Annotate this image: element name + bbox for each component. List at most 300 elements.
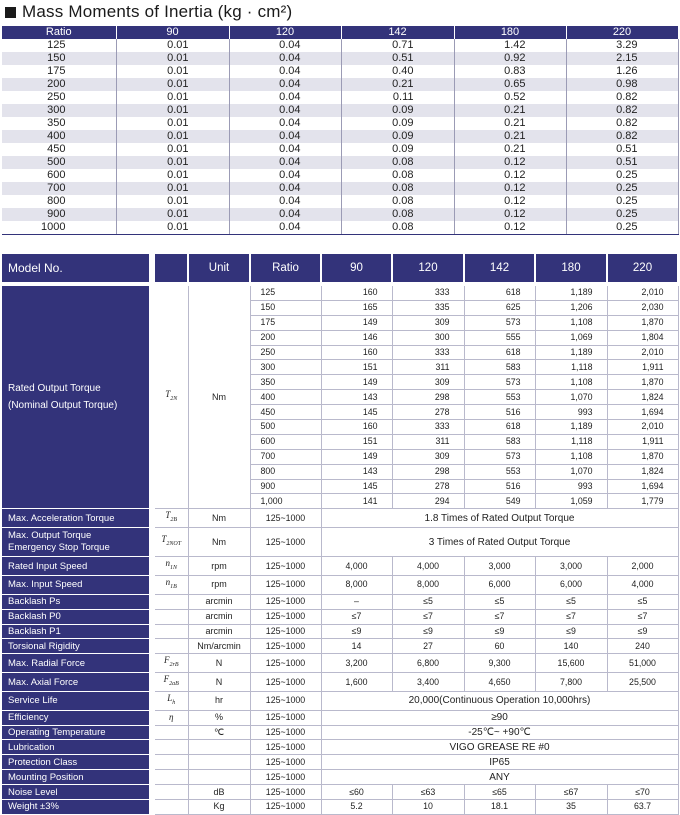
torque-value-cell: 573	[464, 449, 535, 464]
inertia-value-cell: 0.04	[229, 52, 341, 65]
spec-row-label: Max. Axial Force	[2, 673, 152, 692]
spec-span-value: IP65	[321, 755, 678, 770]
spec-span-row-ratio: 125~1000	[250, 770, 321, 785]
inertia-value-cell: 0.08	[341, 156, 454, 169]
inertia-value-cell: 0.21	[341, 78, 454, 91]
inertia-value-cell: 1.26	[566, 65, 678, 78]
torque-value-cell: 549	[464, 494, 535, 509]
inertia-value-cell: 0.08	[341, 169, 454, 182]
spec-value-cell: ≤9	[464, 624, 535, 639]
spec-value-cell: ≤5	[392, 594, 464, 609]
inertia-value-cell: 0.04	[229, 78, 341, 91]
spec-span-row-symbol: η	[152, 710, 188, 725]
spec-value-cell: ≤9	[392, 624, 464, 639]
torque-value-cell: 1,118	[535, 360, 607, 375]
torque-value-cell: 333	[392, 420, 464, 435]
torque-value-cell: 149	[321, 449, 392, 464]
inertia-value-cell: 0.01	[116, 156, 229, 169]
inertia-value-cell: 0.52	[454, 91, 566, 104]
spec-row-ratio: 125~1000	[250, 609, 321, 624]
inertia-value-cell: 0.12	[454, 169, 566, 182]
inertia-row	[2, 208, 678, 221]
spec-span-row-ratio: 125~1000	[250, 755, 321, 770]
inertia-row	[2, 104, 678, 117]
torque-value-cell: 165	[321, 300, 392, 315]
spec-value-cell: ≤70	[607, 785, 678, 800]
spec-row	[2, 785, 678, 800]
torque-value-cell: 333	[392, 345, 464, 360]
torque-value-cell: 553	[464, 390, 535, 405]
torque-value-cell: 516	[464, 479, 535, 494]
torque-value-cell: 145	[321, 479, 392, 494]
spec-row-label: Max. Radial Force	[2, 654, 152, 673]
torque-value-cell: 278	[392, 479, 464, 494]
torque-ratio-cell: 900	[250, 479, 321, 494]
inertia-value-cell: 0.04	[229, 130, 341, 143]
torque-value-cell: 1,694	[607, 405, 678, 420]
inertia-value-cell: 0.51	[566, 143, 678, 156]
spec-value-cell: 4,000	[607, 575, 678, 594]
torque-value-cell: 149	[321, 375, 392, 390]
emergency-row	[2, 528, 678, 557]
spec-row	[2, 639, 678, 654]
spec-value-cell: 35	[535, 800, 607, 815]
spec-row	[2, 575, 678, 594]
inertia-row	[2, 195, 678, 208]
spec-span-value: -25℃~ +90℃	[321, 725, 678, 740]
emergency-value: 3 Times of Rated Output Torque	[321, 528, 678, 557]
torque-ratio-cell: 1,000	[250, 494, 321, 509]
torque-value-cell: 1,108	[535, 375, 607, 390]
torque-value-cell: 309	[392, 315, 464, 330]
spec-row-ratio: 125~1000	[250, 785, 321, 800]
spec-row-symbol	[152, 594, 188, 609]
inertia-value-cell: 0.04	[229, 104, 341, 117]
spec-span-row-unit: hr	[188, 691, 250, 710]
spec-value-cell: 8,000	[392, 575, 464, 594]
max-accel-row-unit: Nm	[188, 509, 250, 528]
inertia-value-cell: 0.09	[341, 130, 454, 143]
torque-value-cell: 143	[321, 390, 392, 405]
spec-span-row-symbol: $L_h$	[152, 691, 188, 710]
spec-value-cell: ≤65	[464, 785, 535, 800]
inertia-value-cell: 0.12	[454, 156, 566, 169]
spec-col-header: 180	[535, 254, 607, 282]
torque-ratio-cell: 125	[250, 286, 321, 300]
square-bullet-icon	[5, 7, 16, 18]
emergency-row-unit: Nm	[188, 528, 250, 557]
inertia-ratio-cell: 350	[2, 117, 116, 130]
inertia-value-cell: 0.01	[116, 52, 229, 65]
inertia-ratio-cell: 1000	[2, 221, 116, 235]
spec-span-row-unit: %	[188, 710, 250, 725]
spec-span-value: ANY	[321, 770, 678, 785]
inertia-row	[2, 39, 678, 52]
spec-span-row	[2, 770, 678, 785]
inertia-row	[2, 143, 678, 156]
spec-row-unit: Nm/arcmin	[188, 639, 250, 654]
torque-ratio-cell: 450	[250, 405, 321, 420]
spec-span-row-ratio: 125~1000	[250, 740, 321, 755]
spec-value-cell: 63.7	[607, 800, 678, 815]
torque-ratio-cell: 700	[250, 449, 321, 464]
spec-row-ratio: 125~1000	[250, 654, 321, 673]
spec-span-row-label: Mounting Position	[2, 770, 152, 785]
torque-value-cell: 1,870	[607, 315, 678, 330]
spec-row-symbol	[152, 639, 188, 654]
torque-value-cell: 309	[392, 449, 464, 464]
spec-row-label: Noise Level	[2, 785, 152, 800]
inertia-value-cell: 0.25	[566, 195, 678, 208]
torque-value-cell: 1,911	[607, 434, 678, 449]
torque-value-cell: 145	[321, 405, 392, 420]
spec-value-cell: 1,600	[321, 673, 392, 692]
spec-row-label: Torsional Rigidity	[2, 639, 152, 654]
torque-value-cell: 151	[321, 360, 392, 375]
inertia-value-cell: 0.04	[229, 143, 341, 156]
spec-span-row-label: Protection Class	[2, 755, 152, 770]
torque-label-line1: Rated Output Torque	[8, 383, 101, 395]
spec-value-cell: 240	[607, 639, 678, 654]
spec-row-label: Backlash Ps	[2, 594, 152, 609]
inertia-value-cell: 2.15	[566, 52, 678, 65]
spec-span-row	[2, 755, 678, 770]
torque-ratio-cell: 250	[250, 345, 321, 360]
torque-value-cell: 1,870	[607, 375, 678, 390]
spec-value-cell: 10	[392, 800, 464, 815]
torque-value-cell: 1,118	[535, 434, 607, 449]
torque-ratio-cell: 150	[250, 300, 321, 315]
torque-value-cell: 298	[392, 464, 464, 479]
spec-value-cell: 51,000	[607, 654, 678, 673]
inertia-value-cell: 0.25	[566, 169, 678, 182]
spec-span-row-symbol	[152, 740, 188, 755]
spec-col-header: Ratio	[250, 254, 321, 282]
spec-value-cell: 3,200	[321, 654, 392, 673]
torque-value-cell: 146	[321, 330, 392, 345]
inertia-ratio-cell: 200	[2, 78, 116, 91]
inertia-value-cell: 0.82	[566, 130, 678, 143]
spec-value-cell: ≤7	[321, 609, 392, 624]
torque-value-cell: 555	[464, 330, 535, 345]
spec-span-row-symbol	[152, 755, 188, 770]
torque-unit: Nm	[188, 286, 250, 509]
spec-value-cell: 3,000	[535, 557, 607, 576]
inertia-value-cell: 0.04	[229, 39, 341, 52]
spec-value-cell: 27	[392, 639, 464, 654]
inertia-value-cell: 0.82	[566, 91, 678, 104]
inertia-row	[2, 130, 678, 143]
inertia-value-cell: 0.01	[116, 130, 229, 143]
spec-row-ratio: 125~1000	[250, 594, 321, 609]
inertia-value-cell: 0.09	[341, 117, 454, 130]
spec-row	[2, 673, 678, 692]
spec-value-cell: ≤7	[464, 609, 535, 624]
inertia-row	[2, 91, 678, 104]
torque-value-cell: 309	[392, 375, 464, 390]
page-title: Mass Moments of Inertia (kg · cm²)	[22, 2, 293, 21]
spec-span-row-unit	[188, 755, 250, 770]
spec-span-row-label: Lubrication	[2, 740, 152, 755]
spec-value-cell: ≤7	[535, 609, 607, 624]
spec-value-cell: 6,000	[535, 575, 607, 594]
inertia-value-cell: 0.04	[229, 182, 341, 195]
spec-row-symbol: $n_{1N}$	[152, 557, 188, 576]
spec-value-cell: 6,800	[392, 654, 464, 673]
inertia-ratio-cell: 900	[2, 208, 116, 221]
max-accel-row	[2, 509, 678, 528]
spec-value-cell: ≤63	[392, 785, 464, 800]
inertia-col-header: 142	[341, 26, 454, 39]
torque-value-cell: 160	[321, 345, 392, 360]
spec-header-row	[2, 254, 678, 282]
torque-value-cell: 1,824	[607, 390, 678, 405]
spec-span-value: 20,000(Continuous Operation 10,000hrs)	[321, 691, 678, 710]
torque-value-cell: 993	[535, 479, 607, 494]
spec-row-symbol	[152, 624, 188, 639]
spec-row-unit: dB	[188, 785, 250, 800]
spec-col-header: Unit	[188, 254, 250, 282]
torque-row	[2, 286, 678, 300]
torque-ratio-cell: 350	[250, 375, 321, 390]
inertia-ratio-cell: 175	[2, 65, 116, 78]
inertia-row	[2, 117, 678, 130]
spec-span-row	[2, 691, 678, 710]
inertia-row	[2, 78, 678, 91]
inertia-value-cell: 0.01	[116, 91, 229, 104]
spec-value-cell: ≤9	[535, 624, 607, 639]
torque-value-cell: 143	[321, 464, 392, 479]
torque-ratio-cell: 175	[250, 315, 321, 330]
spec-row-ratio: 125~1000	[250, 800, 321, 815]
spec-col-header: 120	[392, 254, 464, 282]
spec-row-unit: N	[188, 673, 250, 692]
torque-value-cell: 335	[392, 300, 464, 315]
spec-value-cell: ≤67	[535, 785, 607, 800]
inertia-ratio-cell: 600	[2, 169, 116, 182]
torque-value-cell: 2,010	[607, 420, 678, 435]
torque-value-cell: 516	[464, 405, 535, 420]
spec-value-cell: 9,300	[464, 654, 535, 673]
spec-value-cell: ≤7	[392, 609, 464, 624]
inertia-value-cell: 0.83	[454, 65, 566, 78]
spec-row-ratio: 125~1000	[250, 673, 321, 692]
spec-span-row-label: Service Life	[2, 691, 152, 710]
spec-value-cell: 4,000	[392, 557, 464, 576]
torque-value-cell: 618	[464, 286, 535, 300]
max-accel-row-ratio: 125~1000	[250, 509, 321, 528]
torque-value-cell: 151	[321, 434, 392, 449]
torque-value-cell: 1,824	[607, 464, 678, 479]
spec-row-label: Rated Input Speed	[2, 557, 152, 576]
inertia-value-cell: 0.01	[116, 39, 229, 52]
inertia-value-cell: 0.01	[116, 195, 229, 208]
spec-value-cell: 14	[321, 639, 392, 654]
torque-value-cell: 1,189	[535, 420, 607, 435]
inertia-value-cell: 0.08	[341, 182, 454, 195]
torque-ratio-cell: 500	[250, 420, 321, 435]
emergency-row-label-line1: Max. Output Torque	[8, 530, 92, 542]
inertia-value-cell: 0.01	[116, 182, 229, 195]
torque-value-cell: 1,189	[535, 286, 607, 300]
torque-value-cell: 278	[392, 405, 464, 420]
torque-value-cell: 1,804	[607, 330, 678, 345]
inertia-value-cell: 0.51	[566, 156, 678, 169]
spec-span-row-label: Efficiency	[2, 710, 152, 725]
torque-value-cell: 618	[464, 345, 535, 360]
inertia-value-cell: 0.82	[566, 117, 678, 130]
inertia-row	[2, 221, 678, 235]
inertia-value-cell: 0.04	[229, 117, 341, 130]
spec-span-value: ≥90	[321, 710, 678, 725]
spec-value-cell: 2,000	[607, 557, 678, 576]
spec-row	[2, 624, 678, 639]
torque-value-cell: 553	[464, 464, 535, 479]
torque-value-cell: 1,870	[607, 449, 678, 464]
inertia-ratio-cell: 700	[2, 182, 116, 195]
spec-row-unit: arcmin	[188, 624, 250, 639]
inertia-value-cell: 0.12	[454, 182, 566, 195]
emergency-row-symbol: $T_{2NOT}$	[152, 528, 188, 557]
torque-value-cell: 149	[321, 315, 392, 330]
spec-row-ratio: 125~1000	[250, 624, 321, 639]
inertia-value-cell: 0.01	[116, 78, 229, 91]
inertia-value-cell: 0.08	[341, 221, 454, 235]
model-header: Model No.	[2, 254, 152, 282]
emergency-row-label	[2, 528, 152, 557]
spec-span-row	[2, 710, 678, 725]
torque-value-cell: 333	[392, 286, 464, 300]
inertia-value-cell: 0.51	[341, 52, 454, 65]
spec-row-unit: arcmin	[188, 594, 250, 609]
inertia-value-cell: 0.21	[454, 104, 566, 117]
spec-row-symbol: $F_{2rB}$	[152, 654, 188, 673]
torque-value-cell: 2,010	[607, 345, 678, 360]
spec-row-label: Weight ±3%	[2, 800, 152, 815]
spec-span-row-label: Operating Temperature	[2, 725, 152, 740]
spec-row-label: Backlash P1	[2, 624, 152, 639]
torque-ratio-cell: 400	[250, 390, 321, 405]
inertia-header-row	[2, 26, 678, 39]
torque-value-cell: 1,108	[535, 449, 607, 464]
inertia-col-header: 180	[454, 26, 566, 39]
inertia-value-cell: 0.25	[566, 182, 678, 195]
inertia-row	[2, 156, 678, 169]
spec-value-cell: 4,650	[464, 673, 535, 692]
torque-value-cell: 1,069	[535, 330, 607, 345]
spec-span-row-ratio: 125~1000	[250, 691, 321, 710]
spec-span-row	[2, 740, 678, 755]
inertia-value-cell: 0.12	[454, 208, 566, 221]
spec-row-unit: rpm	[188, 557, 250, 576]
torque-value-cell: 2,010	[607, 286, 678, 300]
inertia-value-cell: 0.01	[116, 143, 229, 156]
torque-value-cell: 160	[321, 286, 392, 300]
inertia-value-cell: 0.04	[229, 91, 341, 104]
torque-value-cell: 583	[464, 434, 535, 449]
inertia-value-cell: 0.04	[229, 208, 341, 221]
torque-value-cell: 1,070	[535, 464, 607, 479]
torque-value-cell: 2,030	[607, 300, 678, 315]
inertia-ratio-cell: 125	[2, 39, 116, 52]
spec-value-cell: 4,000	[321, 557, 392, 576]
inertia-value-cell: 0.82	[566, 104, 678, 117]
torque-value-cell: 1,694	[607, 479, 678, 494]
torque-value-cell: 1,059	[535, 494, 607, 509]
spec-value-cell: ≤60	[321, 785, 392, 800]
torque-value-cell: 298	[392, 390, 464, 405]
torque-value-cell: 1,779	[607, 494, 678, 509]
inertia-ratio-cell: 150	[2, 52, 116, 65]
inertia-value-cell: 0.01	[116, 117, 229, 130]
inertia-ratio-cell: 250	[2, 91, 116, 104]
inertia-value-cell: 1.42	[454, 39, 566, 52]
spec-value-cell: 15,600	[535, 654, 607, 673]
inertia-ratio-cell: 300	[2, 104, 116, 117]
spec-value-cell: –	[321, 594, 392, 609]
inertia-value-cell: 0.04	[229, 156, 341, 169]
inertia-value-cell: 0.01	[116, 221, 229, 235]
torque-label-line2: (Nominal Output Torque)	[8, 400, 118, 412]
torque-ratio-cell: 600	[250, 434, 321, 449]
inertia-value-cell: 0.09	[341, 104, 454, 117]
spec-span-row-unit: ℃	[188, 725, 250, 740]
torque-value-cell: 583	[464, 360, 535, 375]
inertia-col-header: 90	[116, 26, 229, 39]
inertia-value-cell: 0.08	[341, 195, 454, 208]
inertia-value-cell: 0.04	[229, 169, 341, 182]
spec-span-row-ratio: 125~1000	[250, 725, 321, 740]
inertia-table	[2, 26, 679, 235]
spec-value-cell: ≤7	[607, 609, 678, 624]
spec-span-row-ratio: 125~1000	[250, 710, 321, 725]
section-title	[2, 2, 292, 22]
inertia-value-cell: 0.12	[454, 195, 566, 208]
torque-value-cell: 1,911	[607, 360, 678, 375]
torque-value-cell: 311	[392, 434, 464, 449]
inertia-col-header: Ratio	[2, 26, 116, 39]
inertia-value-cell: 0.65	[454, 78, 566, 91]
inertia-value-cell: 0.12	[454, 221, 566, 235]
rated-output-torque-label	[2, 286, 152, 509]
inertia-value-cell: 0.25	[566, 208, 678, 221]
spec-value-cell: 7,800	[535, 673, 607, 692]
inertia-ratio-cell: 500	[2, 156, 116, 169]
torque-value-cell: 294	[392, 494, 464, 509]
spec-span-row-unit	[188, 770, 250, 785]
inertia-value-cell: 0.04	[229, 195, 341, 208]
inertia-value-cell: 0.11	[341, 91, 454, 104]
inertia-value-cell: 0.92	[454, 52, 566, 65]
spec-value-cell: 3,000	[464, 557, 535, 576]
spec-row-symbol	[152, 800, 188, 815]
torque-value-cell: 573	[464, 375, 535, 390]
max-accel-row-symbol: $T_{2B}$	[152, 509, 188, 528]
spec-row-ratio: 125~1000	[250, 575, 321, 594]
spec-row-unit: N	[188, 654, 250, 673]
inertia-ratio-cell: 800	[2, 195, 116, 208]
inertia-value-cell: 0.09	[341, 143, 454, 156]
emergency-row-label-line2: Emergency Stop Torque	[8, 542, 110, 554]
spec-col-header: 90	[321, 254, 392, 282]
spec-row-symbol: $n_{1B}$	[152, 575, 188, 594]
inertia-value-cell: 0.04	[229, 221, 341, 235]
inertia-value-cell: 0.21	[454, 143, 566, 156]
inertia-value-cell: 0.04	[229, 65, 341, 78]
inertia-row	[2, 169, 678, 182]
spec-row-symbol	[152, 609, 188, 624]
inertia-value-cell: 0.08	[341, 208, 454, 221]
